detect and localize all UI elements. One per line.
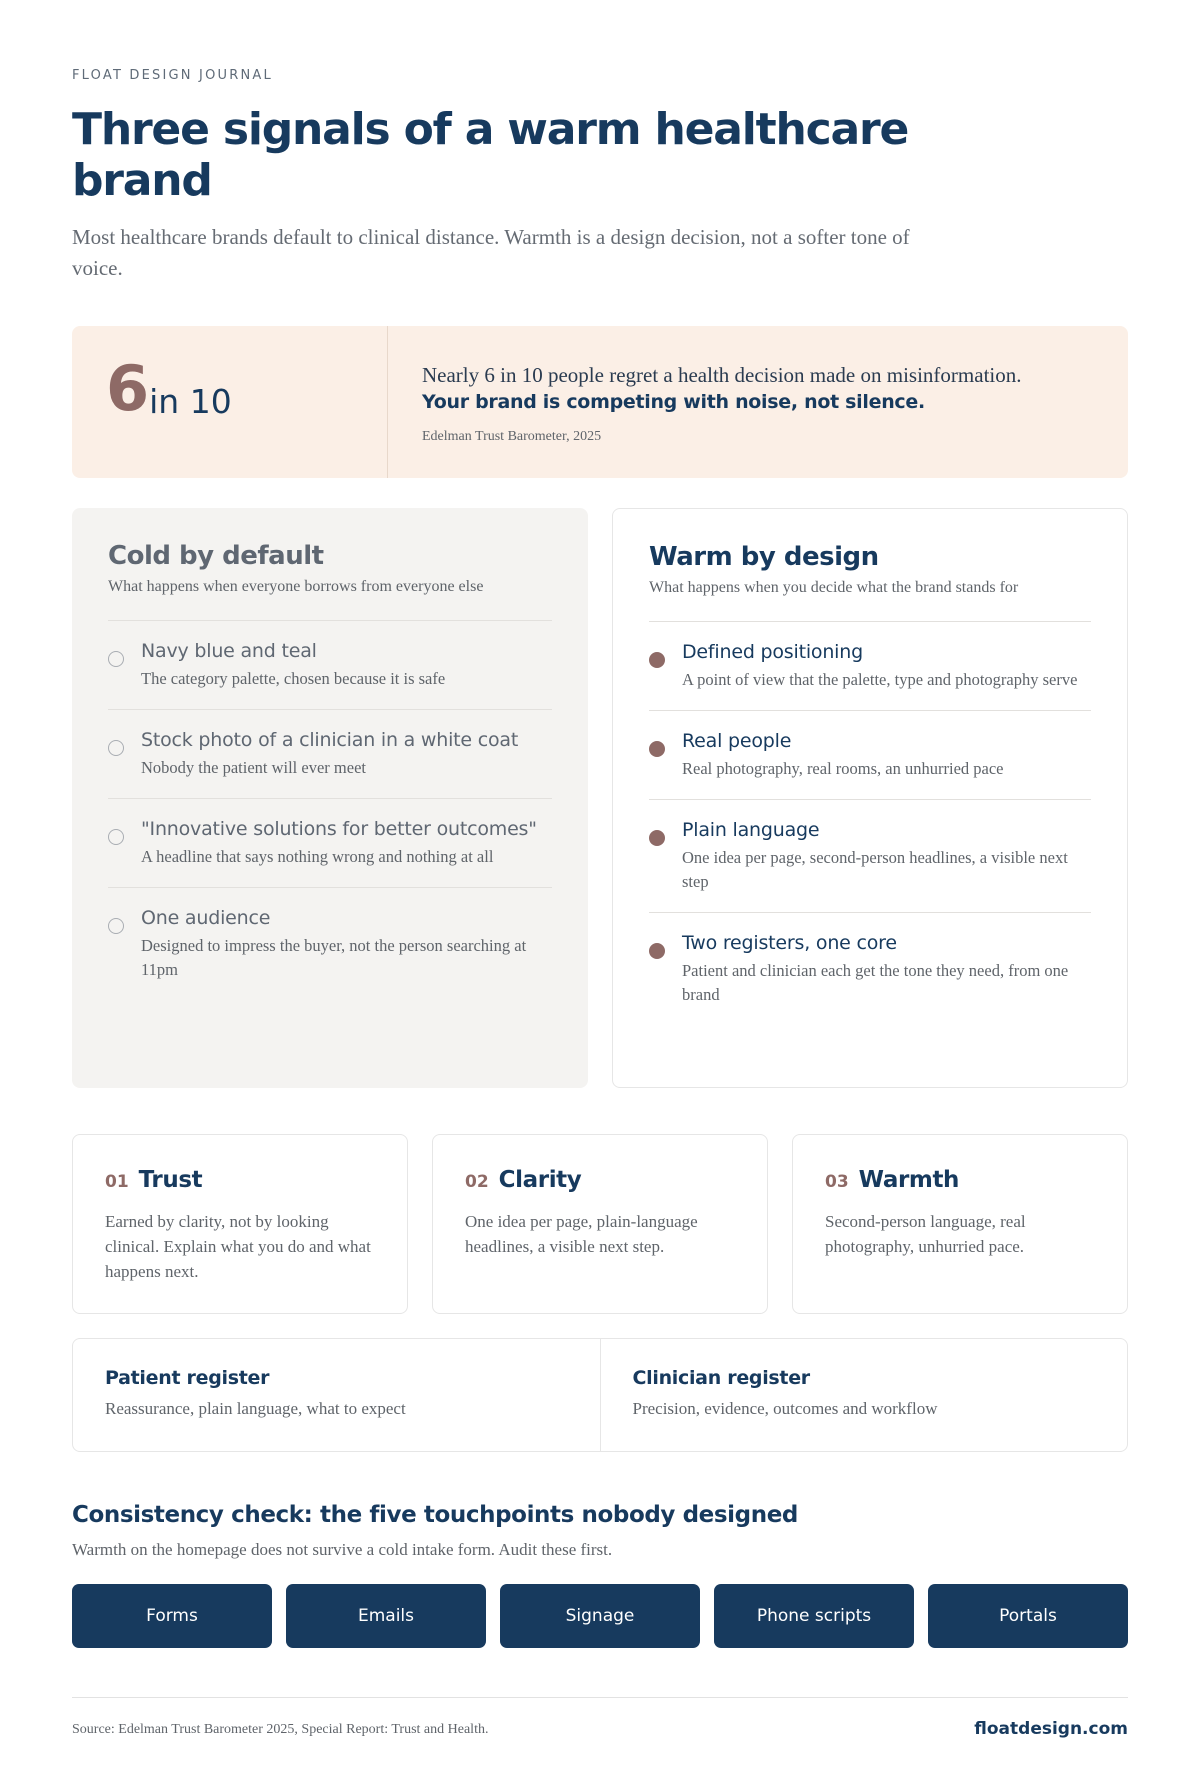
footer-brand-link[interactable]: floatdesign.com [974,1719,1128,1739]
signal-cards [72,1134,1128,1314]
page-subtitle: Most healthcare brands default to clinical distance. Warmth is a design decision, not a softer tone of voice. [72,225,910,280]
filled-circle-icon [649,652,665,668]
list-item-desc: One idea per page, second-person headlines, a visible next step [682,848,1068,891]
filled-circle-icon [649,943,665,959]
stat-text [388,326,1051,478]
touchpoint-signage-button[interactable]: Signage [500,1584,700,1648]
stat-source: Edelman Trust Barometer, 2025 [422,429,602,444]
touchpoint-forms-button[interactable]: Forms [72,1584,272,1648]
empty-circle-icon [108,918,124,934]
signal-number: 02 [465,1172,489,1192]
list-item [108,888,552,1000]
list-item-desc: The category palette, chosen because it is safe [141,669,446,688]
journal-kicker: FLOAT DESIGN JOURNAL [72,68,273,83]
list-item-title: Two registers, one core [682,932,897,954]
stat-number-suffix: in 10 [149,382,232,421]
signal-card-header [105,1167,375,1193]
cold-panel-subtitle: What happens when everyone borrows from everyone else [108,578,552,621]
register-desc: Reassurance, plain language, what to expect [105,1399,406,1418]
signal-card-warmth [792,1134,1128,1314]
touchpoint-phone-scripts-button[interactable]: Phone scripts [714,1584,914,1648]
list-item [649,622,1091,711]
footer-divider [72,1697,1128,1698]
cold-panel-title: Cold by default [108,541,324,571]
warm-panel-subtitle: What happens when you decide what the brand stands for [649,579,1091,622]
empty-circle-icon [108,740,124,756]
register-title: Patient register [105,1367,270,1389]
empty-circle-icon [108,829,124,845]
signal-card-trust [72,1134,408,1314]
registers-panel [72,1338,1128,1452]
patient-register [73,1339,600,1451]
list-item-title: Stock photo of a clinician in a white coat [141,729,519,751]
list-item-title: Navy blue and teal [141,640,317,662]
register-title: Clinician register [632,1367,810,1389]
list-item [649,913,1091,1025]
touchpoint-portals-button[interactable]: Portals [928,1584,1128,1648]
signal-title: Warmth [858,1167,960,1193]
page-title: Three signals of a warm healthcare brand [72,104,909,206]
signal-title: Trust [138,1167,203,1193]
list-item [108,710,552,799]
signal-title: Clarity [498,1167,582,1193]
list-item [108,621,552,710]
signal-desc: One idea per page, plain-language headlines, a visible next step. [465,1212,698,1256]
list-item-title: "Innovative solutions for better outcomes" [141,818,537,840]
list-item-desc: Nobody the patient will ever meet [141,758,366,777]
touchpoint-buttons [72,1584,1128,1648]
list-item-title: Plain language [682,819,820,841]
list-item-title: Real people [682,730,792,752]
touchpoint-emails-button[interactable]: Emails [286,1584,486,1648]
list-item-title: One audience [141,907,271,929]
list-item-desc: A headline that says nothing wrong and nothing at all [141,847,494,866]
signal-number: 03 [825,1172,849,1192]
footer-source: Source: Edelman Trust Barometer 2025, Special Report: Trust and Health. [72,1722,489,1737]
signal-card-header [825,1167,1095,1193]
list-item [108,799,552,888]
consistency-subtitle: Warmth on the homepage does not survive a cold intake form. Audit these first. [72,1540,613,1559]
list-item-desc: Real photography, real rooms, an unhurried pace [682,759,1004,778]
signal-card-clarity [432,1134,768,1314]
filled-circle-icon [649,830,665,846]
list-item [649,711,1091,800]
stat-big-number: 6 [106,352,148,425]
signal-desc: Second-person language, real photography, unhurried pace. [825,1212,1026,1256]
list-item-desc: Designed to impress the buyer, not the person searching at 11pm [141,936,527,979]
signal-desc: Earned by clarity, not by looking clinical. Explain what you do and what happens next. [105,1212,371,1281]
warm-by-design-panel [612,508,1128,1088]
clinician-register [600,1339,1128,1451]
consistency-title: Consistency check: the five touchpoints nobody designed [72,1502,798,1528]
warm-panel-title: Warm by design [649,542,879,572]
signal-card-header [465,1167,735,1193]
signal-number: 01 [105,1172,129,1192]
list-item [649,800,1091,913]
stat-emphasis: Your brand is competing with noise, not silence. [422,391,925,413]
list-item-title: Defined positioning [682,641,863,663]
stat-statement: Nearly 6 in 10 people regret a health decision made on misinformation. [422,363,1022,387]
empty-circle-icon [108,651,124,667]
stat-callout [72,326,1128,478]
stat-figure [72,326,388,478]
register-desc: Precision, evidence, outcomes and workflow [632,1399,938,1418]
list-item-desc: Patient and clinician each get the tone they need, from one brand [682,961,1069,1004]
list-item-desc: A point of view that the palette, type and photography serve [682,670,1078,689]
cold-by-default-panel [72,508,588,1088]
filled-circle-icon [649,741,665,757]
